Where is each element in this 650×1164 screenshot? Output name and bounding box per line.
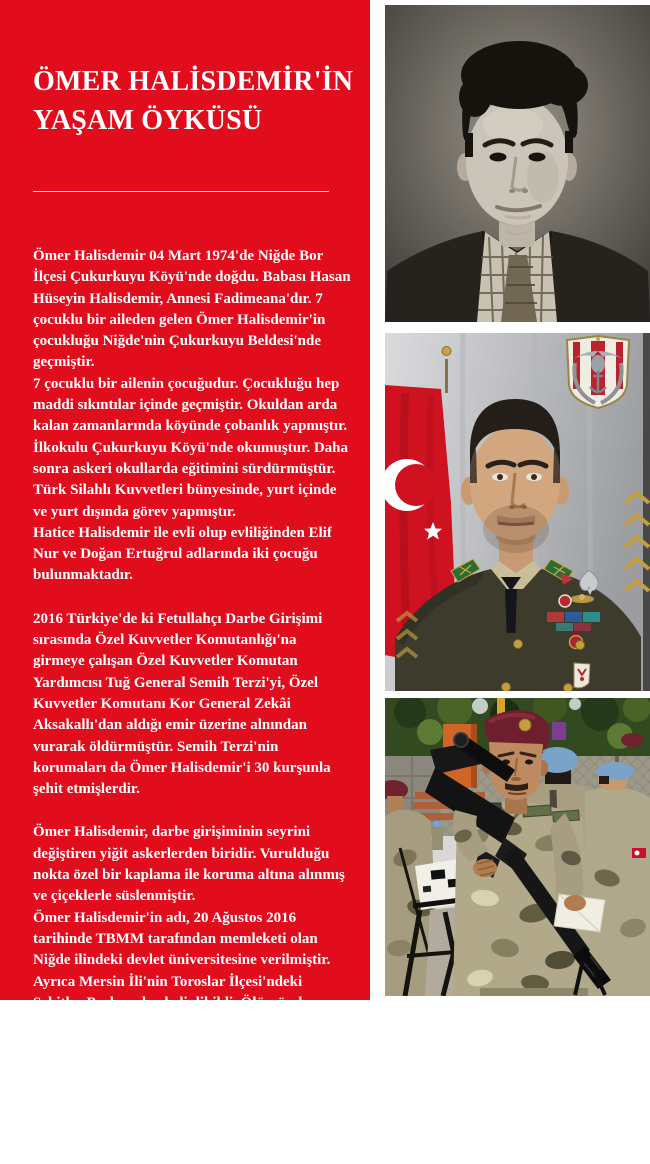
- beret-badge: [519, 719, 531, 731]
- ceremony-illustration: [385, 698, 650, 996]
- childhood-portrait-illustration: [385, 5, 650, 322]
- purple-sign: [552, 722, 566, 740]
- web-belt: [480, 988, 588, 996]
- title-line-2: YAŞAM ÖYKÜSÜ: [33, 105, 263, 136]
- bio-paragraph: Ömer Halisdemir, darbe girişiminin seyrini değiştiren yiğit askerlerden biridir. Vurulduğu nokta özel bir kaplama ile koruma altına alınmış ve çiçeklerle süslenmiştir.: [33, 824, 345, 905]
- flag-finial: [442, 347, 451, 356]
- tsk-emblem: [567, 336, 629, 408]
- title-line-1: ÖMER HALİSDEMİR'İN: [33, 66, 354, 97]
- bio-paragraph: Hatice Halisdemir ile evli olup evliliğinden Elif Nur ve Doğan Ertuğrul adlarında iki çocuğu bulunmaktadır.: [33, 524, 332, 584]
- military-portrait-illustration: [385, 333, 650, 691]
- bio-paragraph: Niğde'de kendisi için bir hatıra ormanı oluşturuldu. Ayrıca Ömer Halsidemir'in yaşam öyküsünü ve gösterdiği kahramanlıkları anlatan belgesel film hazırlandı.: [33, 1058, 343, 1139]
- bio-paragraph: Ömer Halisdemir'in adı, 20 Ağustos 2016 tarihinde TBMM tarafından memleketi olan Niğde ilindeki devlet üniversitesine verilmiştir.: [33, 909, 331, 969]
- flagpole: [445, 359, 448, 393]
- bio-paragraph: 7 çocuklu bir ailenin çocuğudur. Çocukluğu hep maddi sıkıntılar içinde geçmiştir. Okuldan arda kalan zamanlarında köyünde çobanlık yapmıştır. İlkokulu Çukurkuyu Köyü'nde okumuştur. Daha sonra askeri okullarda eğitimini sürdürmüştür. Türk Silahlı Kuvvetleri bünyesinde, yurt içinde ve yurt dışında görev yapmıştır.: [33, 375, 349, 520]
- biography-text: [33, 246, 351, 1164]
- bio-section-early-life: [33, 246, 351, 587]
- bio-paragraph: 2016 Türkiye'de ki Fetullahçı Darbe Girişimi sırasında Özel Kuvvetler Komutanlığı'na girmeye çalışan Özel Kuvvetler Komutan Yardımcısı Tuğ General Semih Terzi'yi, Özel Kuvvetler Komutanı Kor General Zekâi Aksakallı'dan aldığı emir üzerine alnından vurarak öldürmüştür. Semih Terzi'nin korumaları da Ömer Halisdemir'i 30 kurşunla şehit etmişlerdir.: [33, 610, 331, 798]
- bio-section-legacy: [33, 822, 351, 1141]
- photo-military-portrait: [385, 333, 650, 691]
- bio-paragraph: Ömer Halisdemir 04 Mart 1974'de Niğde Bor İlçesi Çukurkuyu Köyü'nde doğdu. Babası Hasan Hüseyin Halisdemir, Annesi Fadimeana'dır. 7 çocuklu bir aileden gelen Ömer Halisdemir'in çocukluğu Niğde'nin Çukurkuyu Beldesi'nde geçmiştir.: [33, 248, 351, 371]
- photo-ceremony-rifle: [385, 698, 650, 996]
- title-divider: [33, 191, 329, 192]
- photo-childhood-portrait: [385, 5, 650, 322]
- bio-section-coup-night: [33, 609, 351, 801]
- page-title: [33, 62, 353, 140]
- photo-column: [385, 0, 650, 1000]
- pocket-shield-badge: [574, 663, 590, 688]
- bio-paragraph: Ayrıca Mersin İli'nin Toroslar İlçesi'ndeki Şehitler Parkına heykeli dikildi. Ölümünden sonra birçok meydan, cadde, okul ve öğrenci yurtlarına adı verildi.: [33, 973, 319, 1054]
